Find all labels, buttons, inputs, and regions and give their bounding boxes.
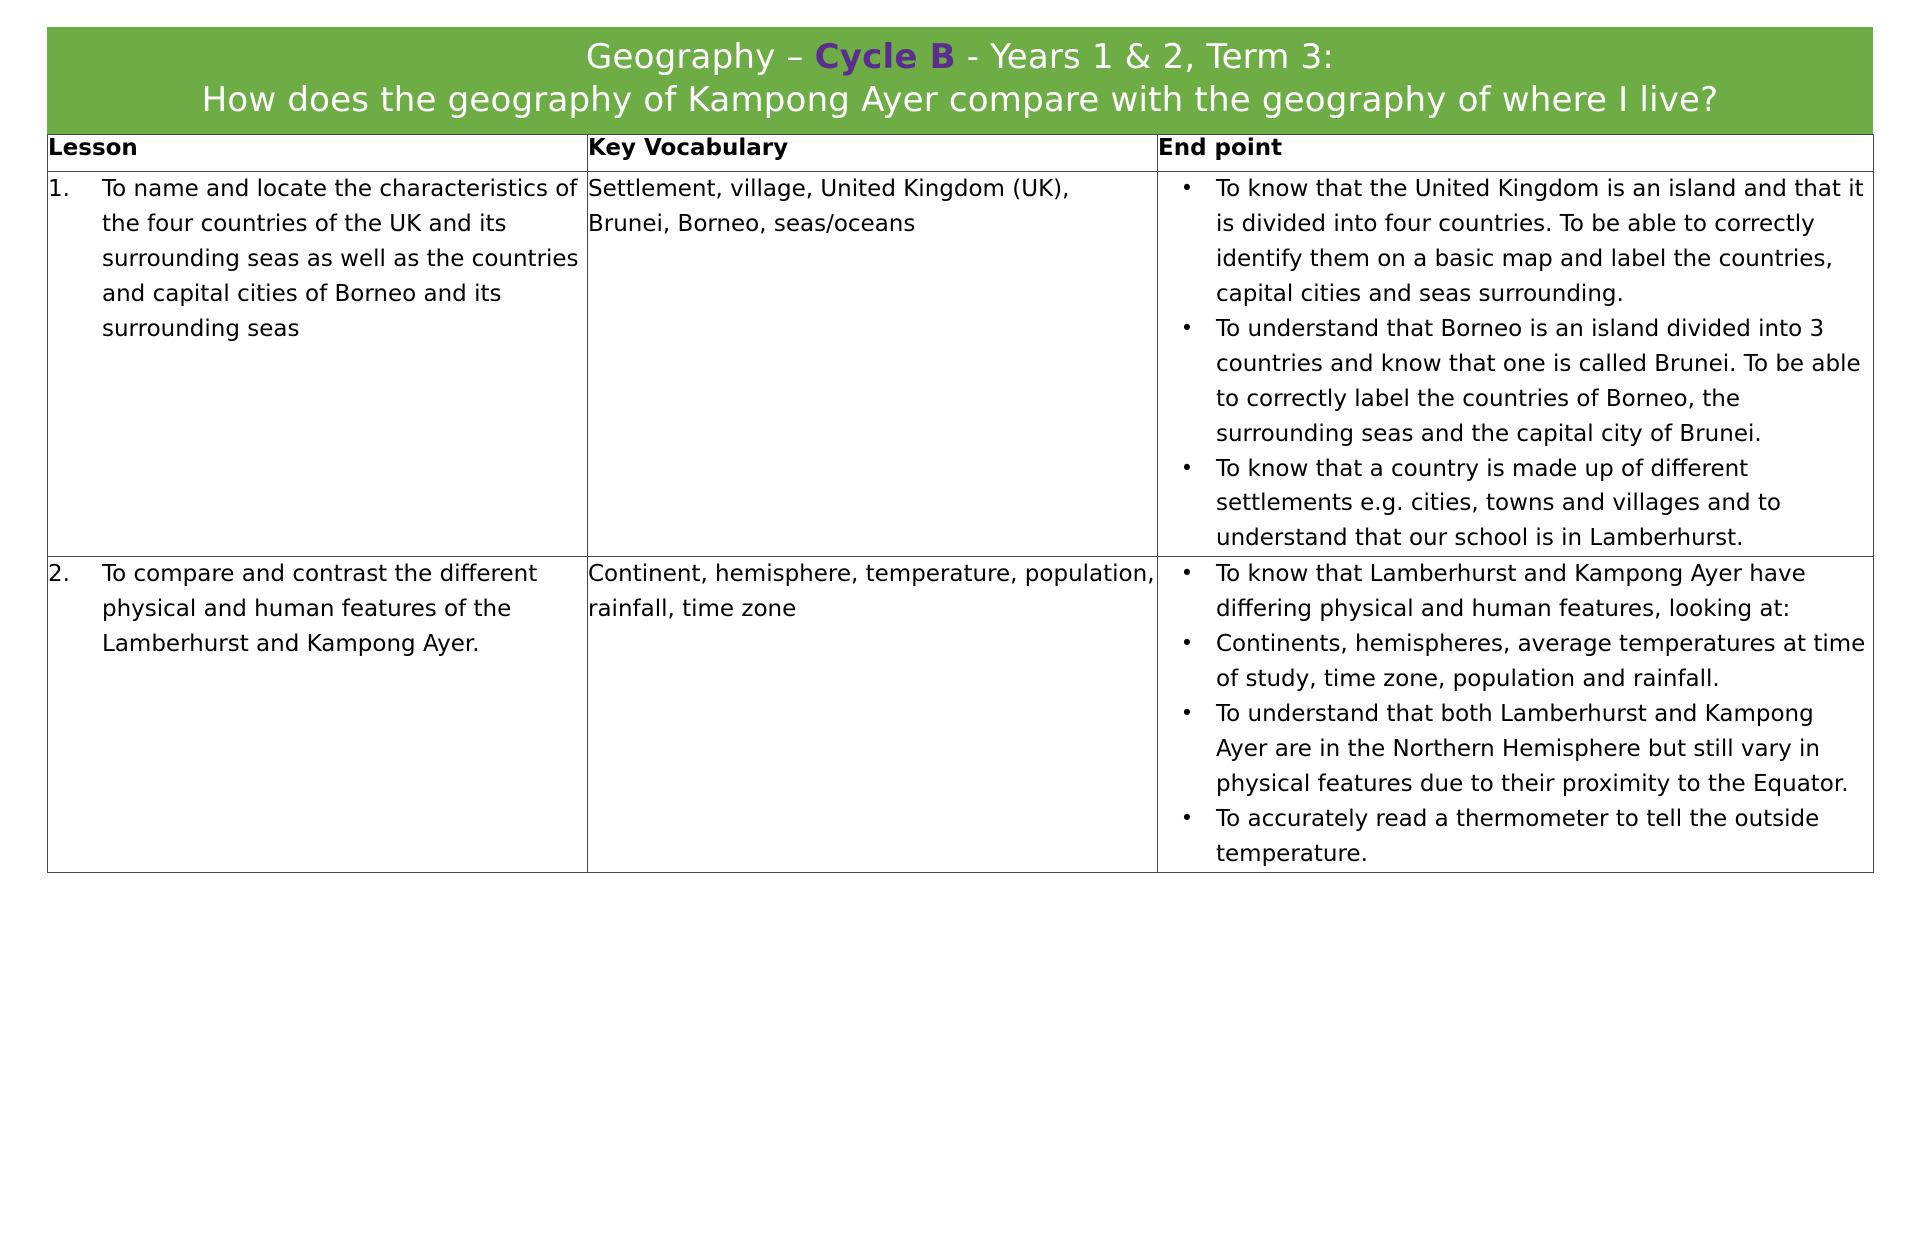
- end-point-list: [1158, 557, 1873, 872]
- header-title-line-2: How does the geography of Kampong Ayer compare with the geography of where I live?: [201, 80, 1719, 121]
- end-point-item: [1158, 627, 1873, 697]
- end-point-text: Continents, hemispheres, average temperatures at time of study, time zone, population and rainfall.: [1216, 631, 1866, 693]
- lesson-item: [48, 172, 587, 347]
- end-point-item: [1158, 452, 1873, 557]
- end-point-item: [1158, 172, 1873, 312]
- lesson-cell: [48, 557, 588, 873]
- end-point-list: [1158, 172, 1873, 556]
- lesson-number: 2.: [48, 561, 70, 588]
- end-point-cell: [1158, 171, 1874, 556]
- lesson-objective-text: To compare and contrast the different physical and human features of the Lamberhurst and Kampong Ayer.: [102, 561, 538, 658]
- table-row: [48, 557, 1874, 873]
- header-subject-prefix: Geography –: [585, 37, 815, 77]
- column-header-key-vocabulary: Key Vocabulary: [588, 134, 1158, 171]
- table-row: [48, 171, 1874, 556]
- header-title-suffix: - Years 1 & 2, Term 3:: [955, 37, 1335, 77]
- end-point-cell: [1158, 557, 1874, 873]
- end-point-item: [1158, 312, 1873, 452]
- curriculum-table: [47, 134, 1874, 873]
- lesson-cell: [48, 171, 588, 556]
- bullet-icon: •: [1180, 175, 1194, 200]
- bullet-icon: •: [1180, 701, 1194, 726]
- bullet-icon: •: [1180, 455, 1194, 480]
- end-point-text: To know that the United Kingdom is an island and that it is divided into four countries. To be able to correctly identify them on a basic map and label the countries, capital cities and seas surrounding.: [1216, 175, 1864, 307]
- lesson-item: [48, 557, 587, 662]
- bullet-icon: •: [1180, 806, 1194, 831]
- lesson-objective-text: To name and locate the characteristics of the four countries of the UK and its surrounding seas as well as the countries and capital cities of Borneo and its surrounding seas: [102, 175, 579, 342]
- header-title-line-1: [62, 38, 1858, 77]
- end-point-item: [1158, 697, 1873, 802]
- table-body: [48, 171, 1874, 872]
- vocabulary-cell: Settlement, village, United Kingdom (UK), Brunei, Borneo, seas/oceans: [588, 171, 1158, 556]
- end-point-item: [1158, 557, 1873, 627]
- header-cycle-accent: Cycle B: [814, 37, 956, 77]
- end-point-text: To know that a country is made up of different settlements e.g. cities, towns and villages and to understand that our school is in Lamberhurst.: [1216, 455, 1781, 552]
- table-header-row: [48, 134, 1874, 171]
- end-point-text: To understand that both Lamberhurst and Kampong Ayer are in the Northern Hemisphere but still vary in physical features due to their proximity to the Equator.: [1216, 701, 1849, 798]
- vocabulary-cell: Continent, hemisphere, temperature, population, rainfall, time zone: [588, 557, 1158, 873]
- bullet-icon: •: [1180, 631, 1194, 656]
- end-point-text: To know that Lamberhurst and Kampong Ayer have differing physical and human features, looking at:: [1216, 561, 1806, 623]
- end-point-text: To accurately read a thermometer to tell the outside temperature.: [1216, 806, 1820, 867]
- document-header-banner: [47, 27, 1873, 134]
- table-header-row-group: [48, 134, 1874, 171]
- end-point-text: To understand that Borneo is an island divided into 3 countries and know that one is called Brunei. To be able to correctly label the countries of Borneo, the surrounding seas and the capital city of Brunei.: [1216, 315, 1861, 447]
- bullet-icon: •: [1180, 315, 1194, 340]
- bullet-icon: •: [1180, 561, 1194, 586]
- column-header-end-point: End point: [1158, 134, 1874, 171]
- end-point-item: [1158, 802, 1873, 872]
- column-header-lesson: Lesson: [48, 134, 588, 171]
- lesson-number: 1.: [48, 175, 70, 202]
